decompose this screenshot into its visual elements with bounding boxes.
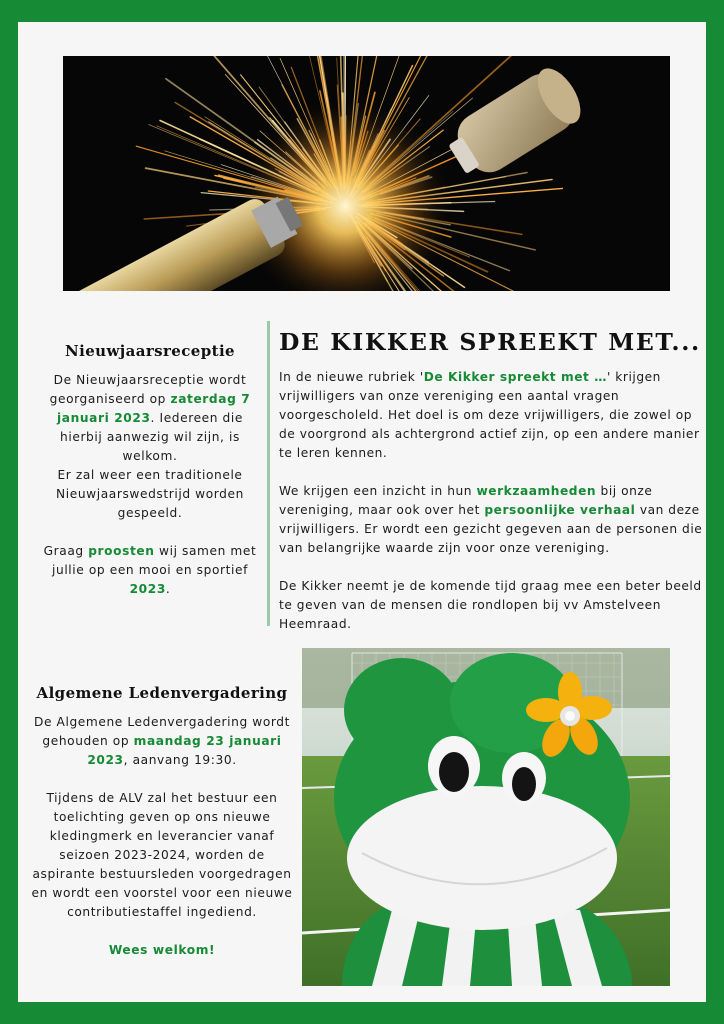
alv-section (30, 684, 294, 960)
kikker-paragraph-3: De Kikker neemt je de komende tijd graag mee een beter beeld te geven van de mensen die rondlopen bij vv Amstelveen Heemraad. (279, 579, 702, 631)
alv-closing: Wees welkom! (108, 943, 216, 957)
alv-title: Algemene Ledenvergadering (36, 684, 288, 702)
nieuwjaarsreceptie-title: Nieuwjaarsreceptie (65, 342, 235, 360)
date-highlight: zaterdag 7 januari 2023 (57, 392, 251, 425)
nieuwjaarsreceptie-paragraph-3: Graag proosten wij samen met jullie op een mooi en sportief 2023. (43, 544, 257, 596)
kikker-title: DE KIKKER SPREEKT MET... (279, 328, 701, 356)
kikker-paragraph-2: We krijgen een inzicht in hun werkzaamheden bij onze vereniging, maar ook over het persoonlijke verhaal van deze vrijwilligers. Er wordt een gezicht gegeven aan de personen die van belangrijke waarde zijn voor onze vereniging. (279, 484, 703, 555)
champagne-fireworks-photo (63, 56, 670, 291)
column-divider (267, 321, 270, 626)
kikker-mascot-photo (302, 648, 670, 986)
champagne-fireworks-icon (63, 56, 670, 291)
alv-paragraph-2: Tijdens de ALV zal het bestuur een toelichting geven op ons nieuwe kledingmerk en leverancier vanaf seizoen 2023-2024, worden de aspirante bestuursleden voorgedragen en wordt een voorstel voor een nieuwe contributiestaffel ingediend. (31, 791, 293, 919)
kikker-mascot-icon (302, 648, 670, 986)
nieuwjaarsreceptie-section (34, 342, 266, 599)
kikker-paragraph-1: In de nieuwe rubriek 'De Kikker spreekt met …' krijgen vrijwilligers van onze vereniging een aantal vragen voorgescholeld. Het doel is om deze vrijwilligers, die zowel op de voorgrond als achtergrond actief zijn, op een andere manier te leren kennen. (279, 370, 700, 460)
nieuwjaarsreceptie-paragraph-2: Er zal weer een traditionele Nieuwjaarswedstrijd worden gespeeld. (56, 468, 244, 520)
kikker-section (279, 328, 704, 653)
alv-paragraph-1: De Algemene Ledenvergadering wordt gehouden op maandag 23 januari 2023, aanvang 19:30. (33, 715, 291, 767)
nieuwjaarsreceptie-paragraph-1: De Nieuwjaarsreceptie wordt georganiseerd op zaterdag 7 januari 2023. Iedereen die hierbij aanwezig wil zijn, is welkom. (49, 373, 251, 463)
